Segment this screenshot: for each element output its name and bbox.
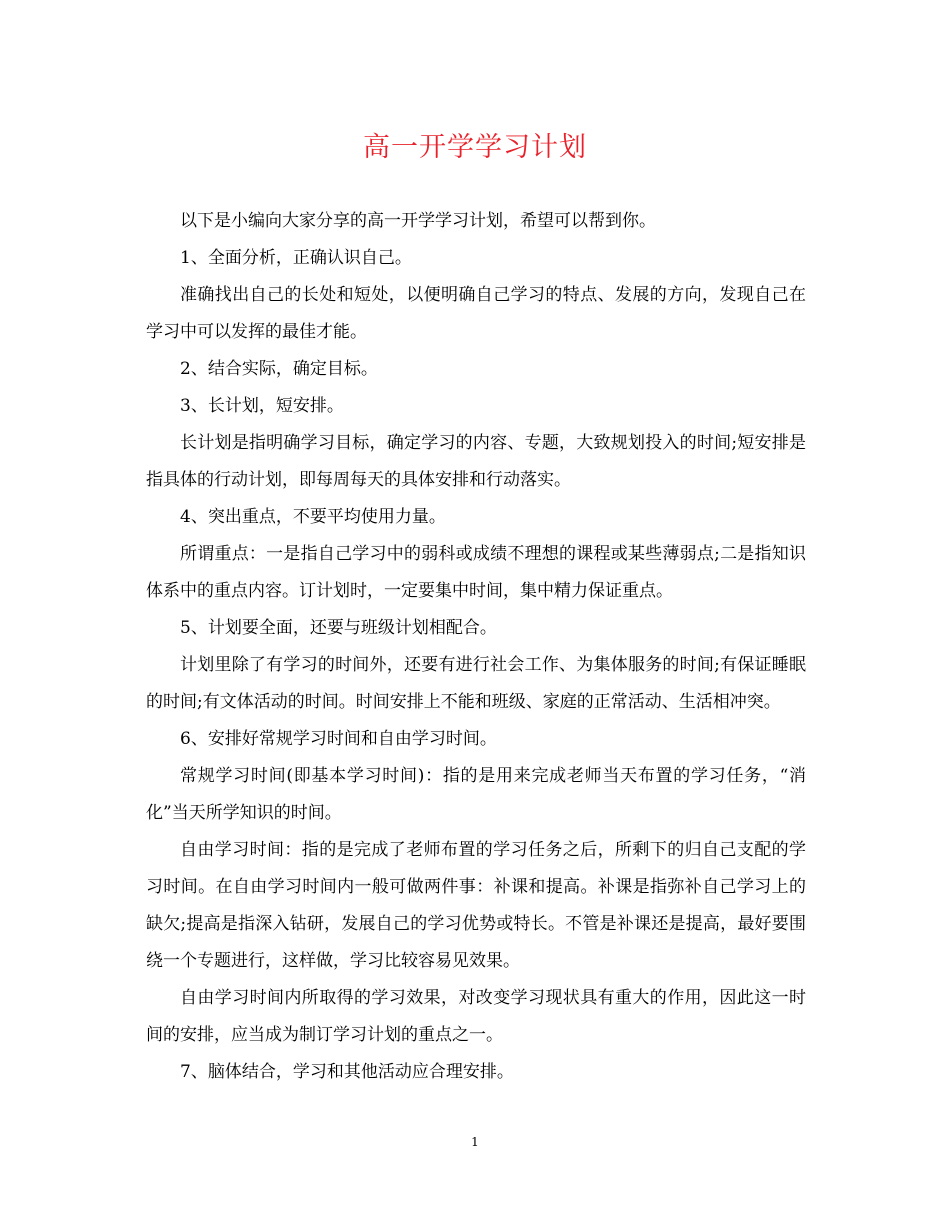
heading-2: 2、结合实际，确定目标。	[180, 359, 378, 379]
page-number: 1	[471, 1135, 479, 1149]
body-paragraph: 自由学习时间：指的是完成了老师布置的学习任务之后，所剩下的归自己支配的学习时间。在自由学习时间内一般可做两件事：补课和提高。补课是指弥补自己学习上的缺欠;提高是指深入钻研，发展自己的学习优势或特长。不管是补课还是提高，最好要围绕一个专题进行，这样做，学习比较容易见效果。	[146, 840, 806, 971]
intro-paragraph: 以下是小编向大家分享的高一开学学习计划，希望可以帮到你。	[180, 211, 656, 231]
document-title: 高一开学学习计划	[363, 132, 587, 163]
document-body	[146, 203, 806, 1091]
body-paragraph: 计划里除了有学习的时间外，还要有进行社会工作、为集体服务的时间;有保证睡眠的时间;有文体活动的时间。时间安排上不能和班级、家庭的正常活动、生活相冲突。	[146, 655, 806, 712]
body-paragraph: 常规学习时间(即基本学习时间)：指的是用来完成老师当天布置的学习任务，“消化”当天所学知识的时间。	[146, 766, 806, 823]
body-paragraph: 准确找出自己的长处和短处，以便明确自己学习的特点、发展的方向，发现自己在学习中可以发挥的最佳才能。	[146, 285, 806, 342]
body-paragraph: 自由学习时间内所取得的学习效果，对改变学习现状具有重大的作用，因此这一时间的安排，应当成为制订学习计划的重点之一。	[146, 988, 806, 1045]
heading-6: 6、安排好常规学习时间和自由学习时间。	[180, 729, 497, 749]
heading-5: 5、计划要全面，还要与班级计划相配合。	[180, 618, 497, 638]
heading-4: 4、突出重点，不要平均使用力量。	[180, 507, 446, 527]
body-paragraph: 所谓重点：一是指自己学习中的弱科或成绩不理想的课程或某些薄弱点;二是指知识体系中的重点内容。订计划时，一定要集中时间，集中精力保证重点。	[146, 544, 806, 601]
heading-3: 3、长计划，短安排。	[180, 396, 344, 416]
body-paragraph: 长计划是指明确学习目标，确定学习的内容、专题，大致规划投入的时间;短安排是指具体的行动计划，即每周每天的具体安排和行动落实。	[146, 433, 806, 490]
heading-7: 7、脑体结合，学习和其他活动应合理安排。	[180, 1062, 514, 1082]
heading-1: 1、全面分析，正确认识自己。	[180, 248, 412, 268]
